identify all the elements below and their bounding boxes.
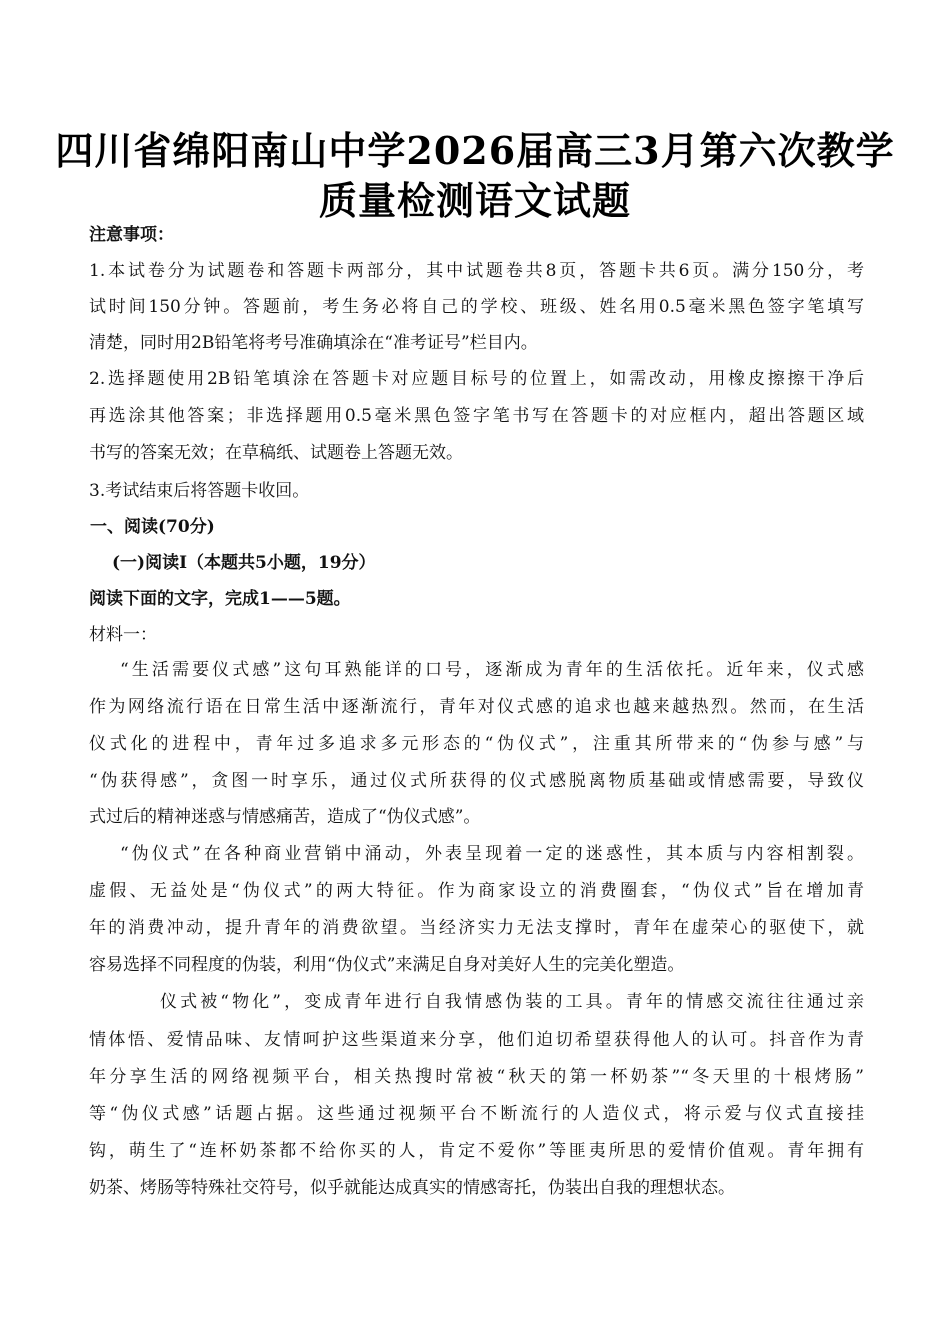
paragraph-2-line: “伪仪式”在各种商业营销中涌动，外表呈现着一定的迷惑性，其本质与内容相割裂。 bbox=[120, 844, 864, 864]
notice-line: 2.选择题使用2B铅笔填涂在答题卡对应题目标号的位置上，如需改动，用橡皮擦擦干净后 bbox=[89, 369, 864, 389]
notice-line: 3.考试结束后将答题卡收回。 bbox=[89, 481, 310, 501]
paragraph-1-line: “生活需要仪式感”这句耳熟能详的口号，逐渐成为青年的生活依托。近年来，仪式感 bbox=[120, 660, 864, 680]
paragraph-1-line: 作为网络流行语在日常生活中逐渐流行，青年对仪式感的追求也越来越热烈。然而，在生活 bbox=[89, 697, 864, 717]
paragraph-3-line: 情体悟、爱情品味、友情呵护这些渠道来分享，他们迫切希望获得他人的认可。抖音作为青 bbox=[89, 1030, 864, 1050]
paragraph-1-line: “伪获得感”，贪图一时享乐，通过仪式所获得的仪式感脱离物质基础或情感需要，导致仪 bbox=[89, 771, 864, 791]
paragraph-3-line: 仪式被“物化”，变成青年进行自我情感伪装的工具。青年的情感交流往往通过亲 bbox=[160, 992, 864, 1012]
paragraph-2-line: 年的消费冲动，提升青年的消费欲望。当经济实力无法支撑时，青年在虚荣心的驱使下，就 bbox=[89, 918, 864, 938]
paragraph-3-line: 年分享生活的网络视频平台，相关热搜时常被“秋天的第一杯奶茶”“冬天里的十根烤肠” bbox=[89, 1067, 864, 1087]
notice-line: 清楚，同时用2B铅笔将考号准确填涂在“准考证号”栏目内。 bbox=[89, 333, 538, 353]
section-heading: 一、阅读(70分) bbox=[90, 517, 215, 537]
exam-title-line-2: 质量检测语文试题 bbox=[318, 178, 631, 223]
paragraph-2-line: 虚假、无益处是“伪仪式”的两大特征。作为商家设立的消费圈套，“伪仪式”旨在增加青 bbox=[89, 881, 864, 901]
notice-heading: 注意事项： bbox=[89, 225, 174, 245]
paragraph-3-line: 钩，萌生了“连杯奶茶都不给你买的人，肯定不爱你”等匪夷所思的爱情价值观。青年拥有 bbox=[89, 1141, 864, 1161]
notice-line: 书写的答案无效；在草稿纸、试题卷上答题无效。 bbox=[89, 443, 463, 463]
paragraph-1-line: 式过后的精神迷惑与情感痛苦，造成了“伪仪式感”。 bbox=[89, 807, 481, 827]
paragraph-2-line: 容易选择不同程度的伪装，利用“伪仪式”来满足自身对美好人生的完美化塑造。 bbox=[89, 955, 685, 975]
notice-line: 试时间150分钟。答题前，考生务必将自己的学校、班级、姓名用0.5毫米黑色签字笔填写 bbox=[89, 297, 864, 317]
paragraph-3-line: 奶茶、烤肠等特殊社交符号，似乎就能达成真实的情感寄托，伪装出自我的理想状态。 bbox=[89, 1178, 735, 1198]
reading-instruction: 阅读下面的文字，完成1——5题。 bbox=[89, 589, 351, 609]
notice-line: 1.本试卷分为试题卷和答题卡两部分，其中试题卷共8页，答题卡共6页。满分150分，考 bbox=[89, 261, 864, 281]
paragraph-3-line: 等“伪仪式感”话题占据。这些通过视频平台不断流行的人造仪式，将示爱与仪式直接挂 bbox=[89, 1104, 864, 1124]
exam-title-line-1: 四川省绵阳南山中学2026届高三3月第六次教学 bbox=[55, 128, 895, 173]
paragraph-1-line: 仪式化的进程中，青年过多追求多元形态的“伪仪式”，注重其所带来的“伪参与感”与 bbox=[89, 734, 864, 754]
material-label: 材料一： bbox=[89, 625, 157, 645]
subsection-heading: (一)阅读Ⅰ（本题共5小题，19分） bbox=[112, 553, 376, 573]
notice-line: 再选涂其他答案；非选择题用0.5毫米黑色签字笔书写在答题卡的对应框内，超出答题区域 bbox=[89, 406, 864, 426]
